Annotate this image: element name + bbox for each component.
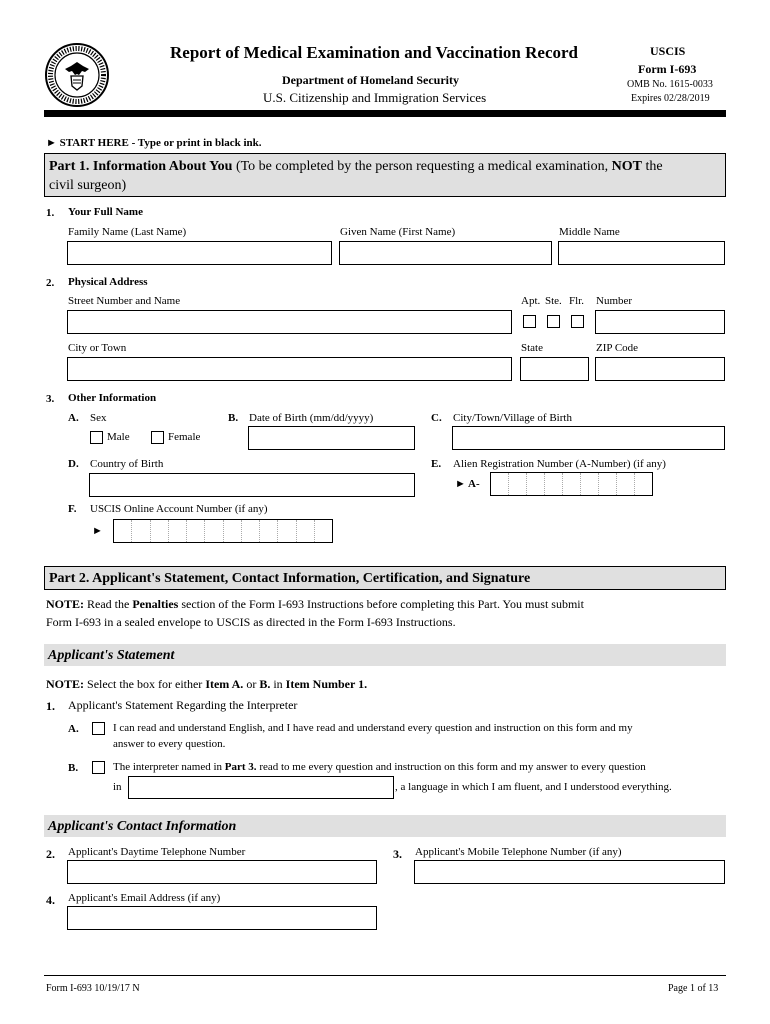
note2-label: NOTE: <box>46 677 85 691</box>
uscis-online-letter: F. <box>68 503 77 515</box>
flr-label: Flr. <box>569 295 584 307</box>
country-birth-field[interactable] <box>89 473 415 497</box>
start-here-instruction: ► START HERE - Type or print in black ink. <box>46 137 262 149</box>
apt-label: Apt. <box>521 295 541 307</box>
female-label: Female <box>168 431 201 443</box>
contact-info-header <box>44 815 726 837</box>
number-label: Number <box>596 295 633 307</box>
part1-the: the <box>645 159 663 174</box>
option-b-text-line1 <box>113 762 646 773</box>
part1-title: Part 1. Information About You <box>49 159 233 174</box>
other-info-heading: Other Information <box>68 392 157 404</box>
q3-number: 3. <box>393 847 402 861</box>
option-a-text-line2: answer to every question. <box>113 738 226 750</box>
middle-name-label: Middle Name <box>559 226 620 238</box>
state-label: State <box>521 342 543 354</box>
part1-subtitle-line2: civil surgeon) <box>49 178 127 193</box>
part2-note-line1 <box>46 598 584 610</box>
note2-text-1: Select the box for either <box>87 677 203 691</box>
note2-item-a: Item A. <box>205 677 244 691</box>
part2-note-line2: Form I-693 in a sealed envelope to USCIS as directed in the Form I-693 Instructions. <box>46 615 456 629</box>
dob-label: Date of Birth (mm/dd/yyyy) <box>249 412 374 424</box>
sex-label: Sex <box>90 412 107 424</box>
english-checkbox[interactable] <box>92 722 105 735</box>
uscis-online-field[interactable] <box>113 519 333 543</box>
mobile-phone-field[interactable] <box>414 860 725 884</box>
a-number-label: Alien Registration Number (A-Number) (if any) <box>453 458 666 470</box>
family-name-label: Family Name (Last Name) <box>68 226 187 238</box>
uscis-label: USCIS <box>650 44 686 58</box>
city-birth-letter: C. <box>431 412 442 424</box>
uscis-online-arrow: ► <box>92 525 103 537</box>
footer-rule <box>44 975 726 976</box>
header-rule <box>44 110 726 117</box>
ste-label: Ste. <box>545 295 562 307</box>
option-b-post: read to me every question and instruction on this form and my answer to every question <box>259 761 646 773</box>
email-field[interactable] <box>67 906 377 930</box>
zip-label: ZIP Code <box>596 342 639 354</box>
department-name: Department of Homeland Security <box>282 73 459 87</box>
part2-title: Part 2. Applicant's Statement, Contact Information, Certification, and Signature <box>49 571 531 586</box>
option-b-part3: Part 3. <box>224 761 257 773</box>
q2-number: 2. <box>46 847 55 861</box>
statement-note <box>46 678 367 690</box>
country-birth-letter: D. <box>68 458 79 470</box>
female-checkbox[interactable] <box>151 431 164 444</box>
item1-number: 1. <box>46 207 55 219</box>
form-title: Report of Medical Examination and Vaccination Record <box>170 43 578 62</box>
part1-subtitle: (To be completed by the person requesting a medical examination, <box>235 159 609 174</box>
given-name-field[interactable] <box>339 241 552 265</box>
interpreter-checkbox[interactable] <box>92 761 105 774</box>
sex-letter: A. <box>68 412 79 424</box>
item3-number: 3. <box>46 393 55 405</box>
note-text-1: Read the <box>87 597 130 611</box>
q1-number: 1. <box>46 699 55 713</box>
option-b-in: in <box>113 781 122 793</box>
zip-field[interactable] <box>595 357 725 381</box>
note2-in: in <box>273 677 283 691</box>
note-text-2: section of the Form I-693 Instructions before completing this Part. You must submit <box>181 597 584 611</box>
part2-header <box>44 566 726 590</box>
daytime-phone-label: Applicant's Daytime Telephone Number <box>68 846 246 858</box>
part1-header <box>44 153 726 197</box>
a-number-field[interactable] <box>490 472 653 496</box>
middle-name-field[interactable] <box>558 241 725 265</box>
note-label: NOTE: <box>46 597 85 611</box>
dhs-seal-icon <box>44 42 110 108</box>
physical-address-heading: Physical Address <box>68 276 148 288</box>
applicant-statement-header <box>44 644 726 666</box>
applicant-statement-title: Applicant's Statement <box>48 648 175 663</box>
option-b-letter: B. <box>68 762 79 774</box>
note2-item1: Item Number 1. <box>285 677 368 691</box>
option-a-text-line1: I can read and understand English, and I have read and understand every question and instruction on this form and my <box>113 722 633 734</box>
city-birth-label: City/Town/Village of Birth <box>453 412 572 424</box>
a-number-letter: E. <box>431 458 442 470</box>
dhs-seal <box>44 42 110 108</box>
dob-field[interactable] <box>248 426 415 450</box>
note-penalties: Penalties <box>132 597 179 611</box>
dob-letter: B. <box>228 412 239 424</box>
footer-form-id: Form I-693 10/19/17 N <box>46 983 140 994</box>
a-number-prefix: ► A- <box>455 478 480 490</box>
email-label: Applicant's Email Address (if any) <box>68 892 221 904</box>
interpreter-question: Applicant's Statement Regarding the Interpreter <box>68 698 298 712</box>
apt-checkbox[interactable] <box>523 315 536 328</box>
note2-or: or <box>246 677 257 691</box>
agency-name: U.S. Citizenship and Immigration Services <box>263 90 487 105</box>
note2-b: B. <box>259 677 271 691</box>
family-name-field[interactable] <box>67 241 332 265</box>
country-birth-label: Country of Birth <box>90 458 164 470</box>
q4-number: 4. <box>46 893 55 907</box>
flr-checkbox[interactable] <box>571 315 584 328</box>
street-label: Street Number and Name <box>68 295 181 307</box>
uscis-online-label: USCIS Online Account Number (if any) <box>90 503 268 515</box>
male-label: Male <box>107 431 130 443</box>
language-field[interactable] <box>128 776 394 799</box>
ste-checkbox[interactable] <box>547 315 560 328</box>
given-name-label: Given Name (First Name) <box>340 226 456 238</box>
male-checkbox[interactable] <box>90 431 103 444</box>
full-name-heading: Your Full Name <box>68 206 143 218</box>
contact-info-title: Applicant's Contact Information <box>48 819 237 834</box>
omb-number: OMB No. 1615-0033 <box>627 79 713 90</box>
expiration-date: Expires 02/28/2019 <box>631 93 710 104</box>
state-select[interactable] <box>520 357 589 381</box>
part1-not: NOT <box>611 159 643 174</box>
page-number: Page 1 of 13 <box>668 983 719 994</box>
daytime-phone-field[interactable] <box>67 860 377 884</box>
form-number: Form I-693 <box>638 62 697 76</box>
option-a-letter: A. <box>68 723 79 735</box>
street-field[interactable] <box>67 310 512 334</box>
city-field[interactable] <box>67 357 512 381</box>
option-b-text-line2: , a language in which I am fluent, and I understood everything. <box>395 781 672 793</box>
city-label: City or Town <box>68 342 127 354</box>
option-b-pre: The interpreter named in <box>113 761 223 773</box>
mobile-phone-label: Applicant's Mobile Telephone Number (if any) <box>415 846 622 858</box>
city-birth-field[interactable] <box>452 426 725 450</box>
item2-number: 2. <box>46 277 55 289</box>
unit-number-field[interactable] <box>595 310 725 334</box>
